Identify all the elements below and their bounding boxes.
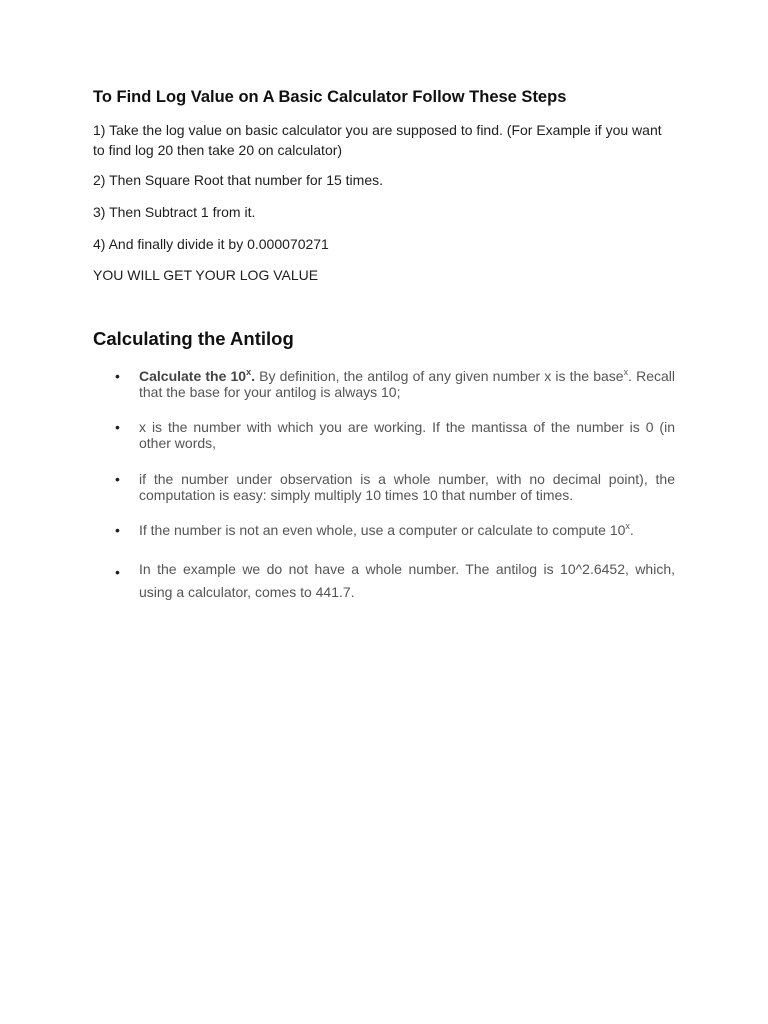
closing-line: YOU WILL GET YOUR LOG VALUE	[93, 267, 319, 283]
antilog-heading: Calculating the Antilog	[93, 328, 294, 349]
bullet-dot: •	[115, 368, 120, 384]
bullet-dot: •	[115, 522, 120, 538]
bullet-dot: •	[115, 419, 120, 435]
list-item-text: x is the number with which you are working. If the mantissa of the number is 0 (in other words,	[139, 419, 675, 451]
step-1: 1) Take the log value on basic calculator you are supposed to find. (For Example if you want to find log 20 then take 20 on calculator)	[93, 122, 662, 158]
step-4: 4) And finally divide it by 0.000070271	[93, 236, 329, 252]
list-item-text: In the example we do not have a whole number. The antilog is 10^2.6452, which, using a calculator, comes to 441.7.	[139, 561, 675, 600]
bold-lead: Calculate the 10$^x$.	[139, 367, 255, 384]
list-item-text: Calculate the 10$^x$. By definition, the antilog of any given number x is the base$^x$. Recall that the base for your antilog is always 10;	[139, 367, 675, 400]
bullet-dot: •	[115, 471, 120, 487]
list-item-text: If the number is not an even whole, use a computer or calculate to compute 10$^x$.	[139, 521, 634, 538]
log-steps-heading: To Find Log Value on A Basic Calculator Follow These Steps	[93, 88, 567, 106]
step-2: 2) Then Square Root that number for 15 times.	[93, 172, 384, 188]
step-3: 3) Then Subtract 1 from it.	[93, 204, 256, 220]
bullet-dot: •	[115, 564, 120, 580]
list-item-text: if the number under observation is a whole number, with no decimal point), the computation is easy: simply multiply 10 times 10 that number of times.	[139, 471, 675, 503]
